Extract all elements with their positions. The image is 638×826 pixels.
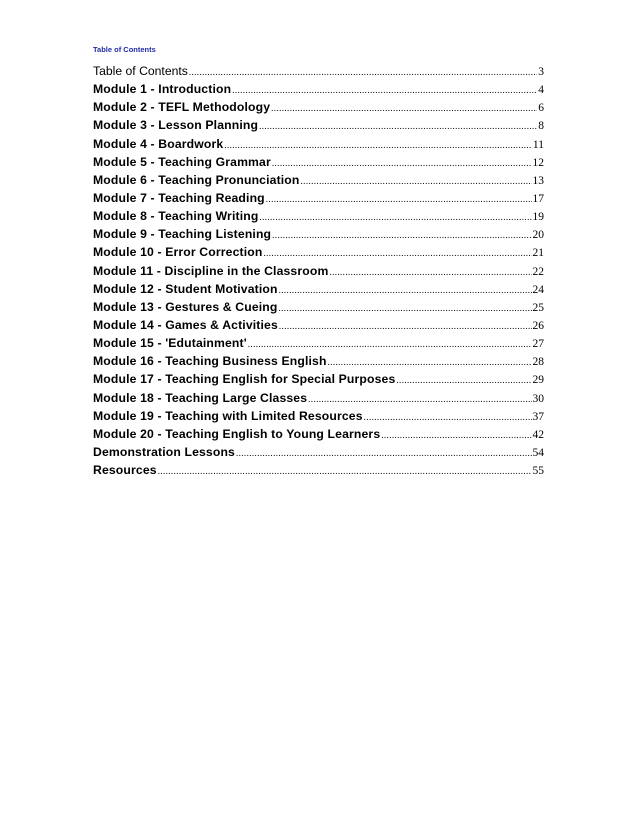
toc-entry-page-number[interactable]: 20: [532, 229, 544, 242]
toc-entry-page-number[interactable]: 55: [532, 465, 544, 478]
toc-entry[interactable]: [93, 153, 544, 171]
toc-entry-title[interactable]: Module 12 - Student Motivation: [93, 281, 278, 296]
toc-entry[interactable]: [93, 425, 544, 443]
toc-entry-page-number[interactable]: 4: [538, 84, 544, 97]
dot-leader: [381, 426, 531, 444]
table-of-contents: [93, 44, 544, 479]
dot-leader: [364, 408, 532, 426]
dot-leader: [232, 81, 537, 99]
toc-entry[interactable]: [93, 298, 544, 316]
dot-leader: [301, 172, 532, 190]
toc-entry-title[interactable]: Module 14 - Games & Activities: [93, 317, 278, 332]
dot-leader: [263, 244, 531, 262]
dot-leader: [266, 190, 532, 208]
toc-entry-page-number[interactable]: 24: [532, 283, 544, 296]
dot-leader: [259, 117, 537, 135]
dot-leader: [279, 299, 532, 317]
toc-entry[interactable]: [93, 352, 544, 370]
dot-leader: [248, 335, 532, 353]
toc-entry-page-number[interactable]: 11: [532, 138, 544, 151]
toc-entry-title[interactable]: Module 15 - 'Edutainment': [93, 336, 247, 351]
toc-entry[interactable]: [93, 225, 544, 243]
toc-entry-title[interactable]: Module 16 - Teaching Business English: [93, 354, 327, 369]
toc-list: [93, 62, 544, 479]
toc-entry[interactable]: [93, 98, 544, 116]
toc-entry-title[interactable]: Module 4 - Boardwork: [93, 136, 224, 151]
toc-entry-page-number[interactable]: 8: [538, 120, 544, 133]
toc-entry[interactable]: [93, 407, 544, 425]
toc-entry[interactable]: [93, 262, 544, 280]
dot-leader: [329, 263, 531, 281]
dot-leader: [189, 63, 537, 81]
toc-entry-page-number[interactable]: 37: [532, 410, 544, 423]
toc-entry-title[interactable]: Resources: [93, 463, 157, 478]
toc-entry[interactable]: [93, 334, 544, 352]
dot-leader: [271, 99, 537, 117]
toc-entry-page-number[interactable]: 17: [532, 192, 544, 205]
toc-entry-page-number[interactable]: 28: [532, 356, 544, 369]
dot-leader: [328, 353, 532, 371]
toc-entry-page-number[interactable]: 30: [532, 392, 544, 405]
toc-entry[interactable]: [93, 135, 544, 153]
toc-entry-page-number[interactable]: 19: [532, 211, 544, 224]
toc-entry-title[interactable]: Module 8 - Teaching Writing: [93, 209, 259, 224]
dot-leader: [279, 281, 532, 299]
toc-entry-title[interactable]: Module 20 - Teaching English to Young Learners: [93, 426, 381, 441]
toc-entry[interactable]: [93, 189, 544, 207]
toc-entry-title[interactable]: Table of Contents: [93, 64, 188, 78]
dot-leader: [224, 136, 532, 154]
toc-entry-title[interactable]: Module 5 - Teaching Grammar: [93, 154, 271, 169]
dot-leader: [308, 390, 531, 408]
toc-entry-title[interactable]: Module 9 - Teaching Listening: [93, 227, 272, 242]
toc-entry-page-number[interactable]: 26: [532, 319, 544, 332]
toc-entry-page-number[interactable]: 27: [532, 338, 544, 351]
toc-entry[interactable]: [93, 62, 544, 80]
toc-entry-page-number[interactable]: 25: [532, 301, 544, 314]
toc-entry-title[interactable]: Module 11 - Discipline in the Classroom: [93, 263, 329, 278]
dot-leader: [279, 317, 532, 335]
toc-entry[interactable]: [93, 116, 544, 134]
dot-leader: [236, 444, 532, 462]
toc-entry-page-number[interactable]: 29: [532, 374, 544, 387]
toc-entry-title[interactable]: Module 7 - Teaching Reading: [93, 190, 265, 205]
toc-entry-page-number[interactable]: 54: [532, 446, 544, 459]
toc-entry[interactable]: [93, 243, 544, 261]
toc-entry-title[interactable]: Module 17 - Teaching English for Special Purposes: [93, 372, 396, 387]
toc-entry[interactable]: [93, 280, 544, 298]
toc-entry[interactable]: [93, 316, 544, 334]
toc-entry-page-number[interactable]: 6: [538, 102, 544, 115]
dot-leader: [158, 462, 532, 480]
toc-entry-page-number[interactable]: 21: [532, 247, 544, 260]
toc-entry[interactable]: [93, 207, 544, 225]
toc-entry-title[interactable]: Module 10 - Error Correction: [93, 245, 263, 260]
dot-leader: [272, 226, 531, 244]
toc-entry-title[interactable]: Module 19 - Teaching with Limited Resources: [93, 408, 363, 423]
toc-entry-title[interactable]: Module 1 - Introduction: [93, 82, 232, 97]
dot-leader: [396, 371, 531, 389]
toc-entry-page-number[interactable]: 3: [538, 66, 544, 78]
toc-entry-page-number[interactable]: 13: [532, 174, 544, 187]
toc-entry[interactable]: [93, 171, 544, 189]
toc-entry-page-number[interactable]: 42: [532, 428, 544, 441]
toc-entry-page-number[interactable]: 12: [532, 156, 544, 169]
dot-leader: [259, 208, 531, 226]
toc-entry-page-number[interactable]: 22: [532, 265, 544, 278]
toc-heading: Table of Contents: [93, 45, 156, 54]
toc-entry[interactable]: [93, 389, 544, 407]
toc-entry-title[interactable]: Demonstration Lessons: [93, 444, 235, 459]
toc-entry-title[interactable]: Module 18 - Teaching Large Classes: [93, 390, 308, 405]
toc-entry-title[interactable]: Module 3 - Lesson Planning: [93, 118, 259, 133]
toc-entry-title[interactable]: Module 13 - Gestures & Cueing: [93, 299, 278, 314]
toc-entry-title[interactable]: Module 6 - Teaching Pronunciation: [93, 172, 300, 187]
toc-entry[interactable]: [93, 370, 544, 388]
toc-entry[interactable]: [93, 461, 544, 479]
toc-entry[interactable]: [93, 443, 544, 461]
dot-leader: [272, 154, 532, 172]
toc-entry-title[interactable]: Module 2 - TEFL Methodology: [93, 100, 271, 115]
toc-entry[interactable]: [93, 80, 544, 98]
